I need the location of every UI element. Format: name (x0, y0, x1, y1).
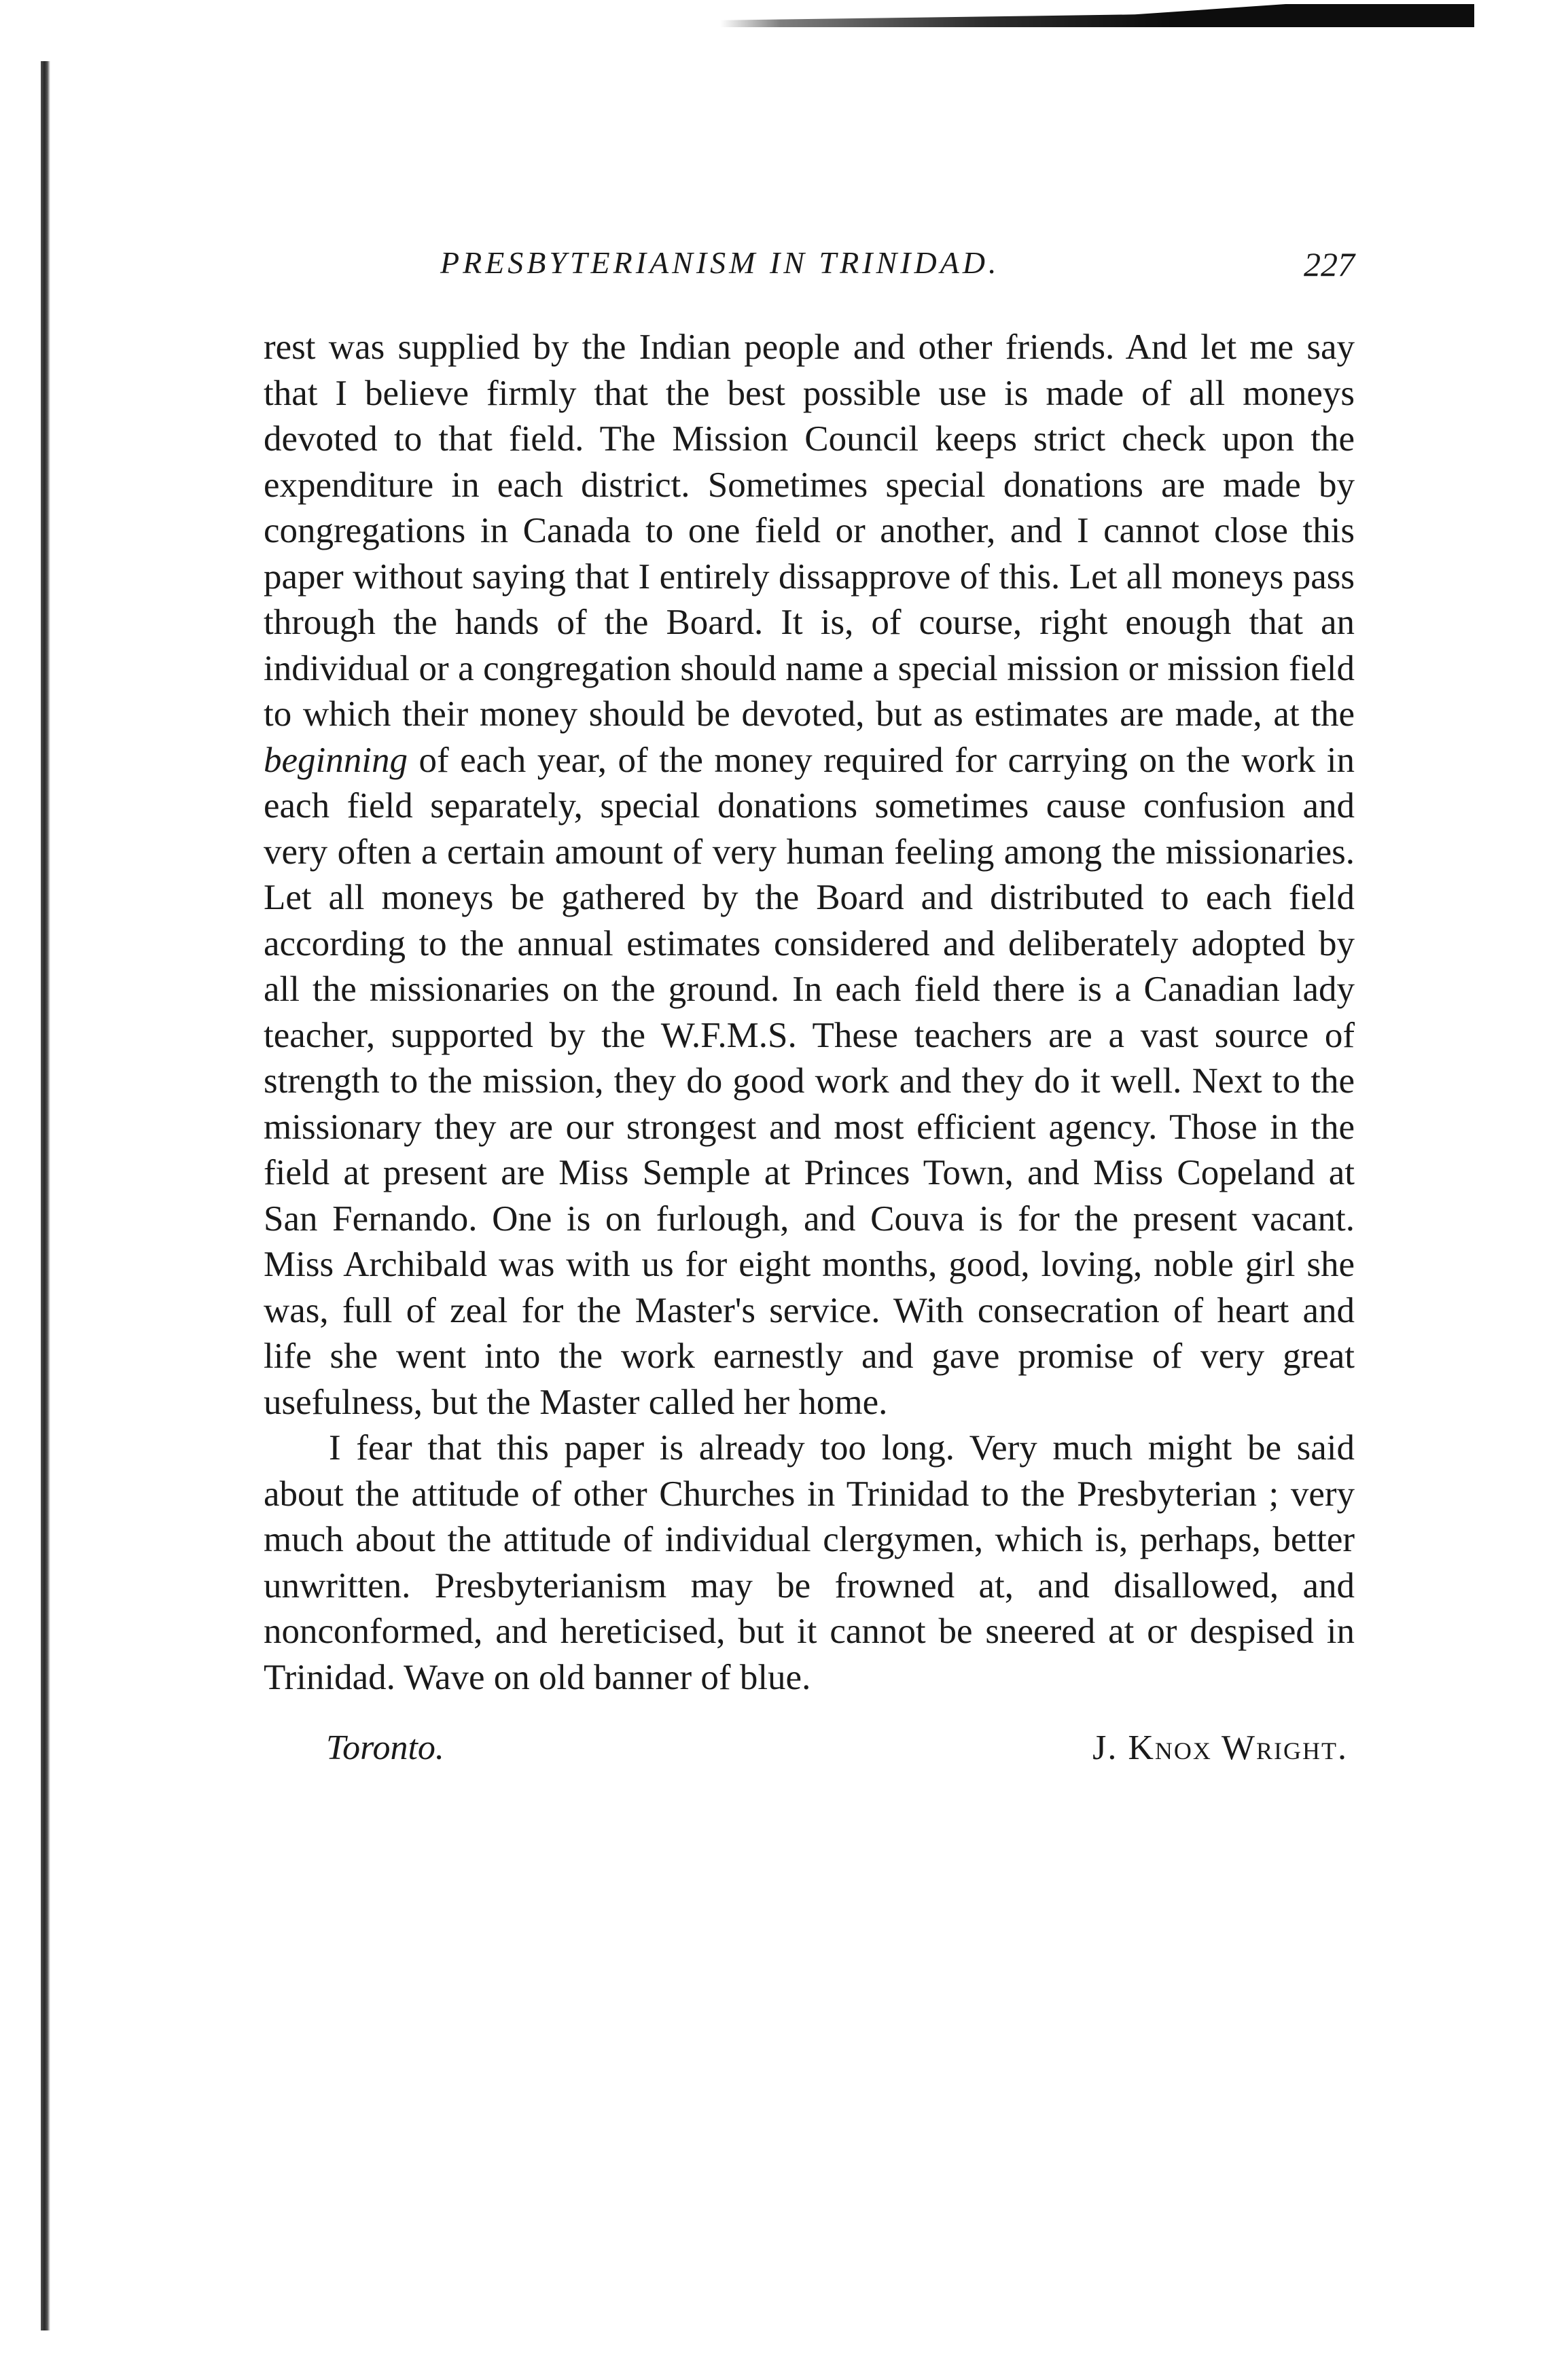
signature-place: Toronto. (326, 1728, 444, 1767)
signature-author: J. Knox Wright. (1092, 1728, 1348, 1767)
page-number: 227 (1304, 245, 1355, 283)
paragraph-2: I fear that this paper is already too long. Very much might be said about the attitude of other Churches in Trinidad to the Presbyterian ; very much about the attitude of individual clergymen, which is, perhaps, better unwritten. Presbyterianism may be frowned at, and disallowed, and nonconformed, and hereticised, but it cannot be sneered at or despised in Trinidad. Wave on old banner of blue. (264, 1428, 1355, 1697)
paragraph-1-part-b: of each year, of the money required for carrying on the work in each field separately, special donations sometimes cause confusion and very often a certain amount of very human feeling among the missionaries. Let all moneys be gathered by the Board and distributed to each field according to the annual estimates considered and deliberately adopted by all the missionaries on the ground. In each field there is a Canadian lady teacher, supported by the W.F.M.S. These teachers are a vast source of strength to the mission, they do good work and they do it well. Next to the missionary they are our strongest and most efficient agency. Those in the field at present are Miss Semple at Princes Town, and Miss Copeland at San Fernando. One is on furlough, and Couva is for the present vacant. Miss Archibald was with us for eight months, good, loving, noble girl she was, full of zeal for the Master's service. With consecration of heart and life she went into the work earnestly and gave promise of very great usefulness, but the Master called her home. (264, 740, 1355, 1422)
running-title: PRESBYTERIANISM IN TRINIDAD. (440, 245, 1000, 280)
emphasized-word: beginning (264, 740, 408, 780)
running-head (264, 245, 1355, 299)
article-body (264, 325, 1355, 1701)
scan-shadow-left (41, 61, 50, 2330)
book-page (264, 245, 1355, 1782)
paragraph-1-part-a: rest was supplied by the Indian people and other friends. And let me say that I believe firmly that the best possible use is made of all moneys devoted to that field. The Mission Council keeps strict check upon the expenditure in each district. Sometimes special donations are made by congregations in Canada to one field or another, and I cannot close this paper without saying that I entirely dissapprove of this. Let all moneys pass through the hands of the Board. It is, of course, right enough that an individual or a congregation should name a special mission or mission field to which their money should be devoted, but as estimates are made, at the (264, 327, 1355, 734)
paragraph-1 (264, 325, 1355, 1425)
scan-shadow-top (720, 4, 1474, 27)
signature-line (264, 1728, 1355, 1782)
